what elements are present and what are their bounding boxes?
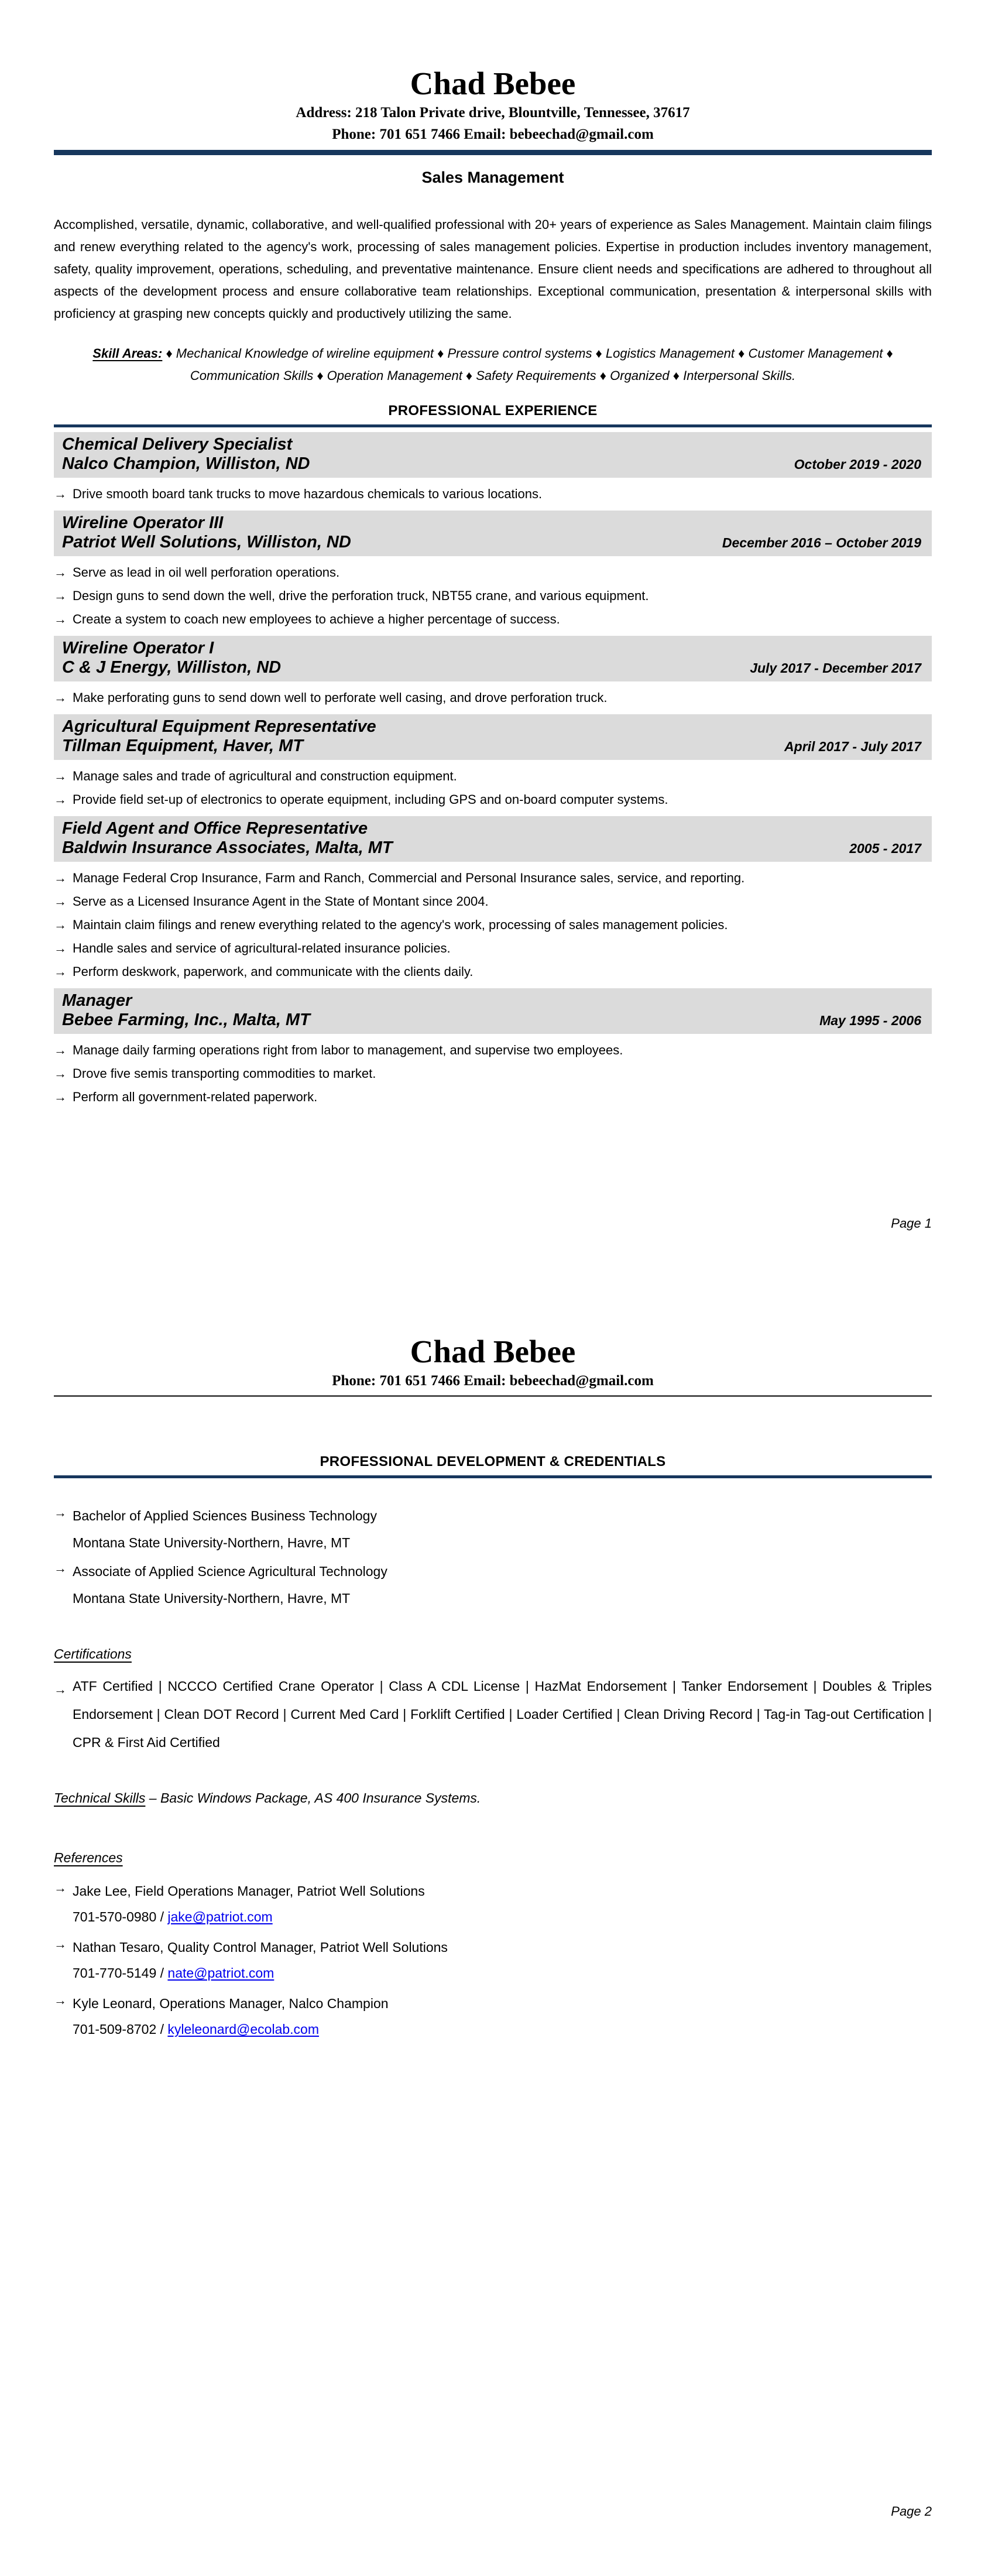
arrow-bullet-icon: → [54,792,67,807]
bullet-item [54,609,932,630]
job-title: Wireline Operator III [62,513,224,532]
bullet-item [54,1063,932,1084]
arrow-bullet-icon: → [54,1066,67,1081]
arrow-bullet-icon: → [54,964,67,979]
arrow-bullet-icon: → [54,894,67,909]
job-bullets [54,766,932,810]
experience-section [54,432,932,1108]
bullet-item [54,562,932,583]
job-title: Chemical Delivery Specialist [62,435,293,454]
bullet-item [54,868,932,889]
bullet-text: Drive smooth board tank trucks to move hazardous chemicals to various locations. [73,487,543,501]
experience-rule [54,424,932,427]
certifications-heading: Certifications [54,1646,132,1662]
page-title: Chad Bebee [410,66,576,101]
development-rule [54,1475,932,1478]
degree-school: Montana State University-Northern, Havre, MT [73,1591,351,1606]
job-bullets [54,687,932,708]
technical-skills-text: – Basic Windows Package, AS 400 Insurance Systems. [145,1790,481,1806]
reference-phone: 701-570-0980 / [73,1909,168,1924]
arrow-bullet-icon: → [54,871,67,885]
reference-item [54,1880,932,1927]
reference-contact [73,2019,932,2040]
bullet-text: Create a system to coach new employees to achieve a higher percentage of success. [73,612,560,626]
bullet-text: Serve as lead in oil well perforation operations. [73,565,340,580]
reference-phone: 701-770-5149 / [73,1965,168,1981]
job-title: Wireline Operator I [62,639,214,657]
job-header [54,511,932,556]
arrow-bullet-icon: → [54,1505,67,1520]
arrow-bullet-icon: → [54,941,67,955]
job-dates: May 1995 - 2006 [819,1013,921,1028]
job-title: Agricultural Equipment Representative [62,717,376,736]
degree-school: Montana State University-Northern, Havre, MT [73,1535,351,1550]
job-entry [54,636,932,708]
reference-item [54,1993,932,2040]
job-bullets [54,484,932,505]
bullet-item [54,1040,932,1061]
reference-contact [73,1906,932,1927]
bullet-text: Manage Federal Crop Insurance, Farm and Ranch, Commercial and Personal Insurance sales, service, and reporting. [73,871,745,885]
job-bullets [54,1040,932,1108]
skill-areas [54,342,932,387]
job-dates: July 2017 - December 2017 [750,660,921,676]
bullet-text: Drove five semis transporting commodities to market. [73,1066,376,1081]
job-company: C & J Energy, Williston, ND [62,658,282,677]
arrow-bullet-icon: → [54,612,67,626]
bullet-text: Serve as a Licensed Insurance Agent in the State of Montant since 2004. [73,894,489,909]
references-heading: References [54,1850,123,1865]
arrow-bullet-icon: → [54,1880,67,1895]
degree-list [54,1505,932,1609]
job-company: Baldwin Insurance Associates, Malta, MT [62,838,393,857]
development-heading: PROFESSIONAL DEVELOPMENT & CREDENTIALS [320,1454,666,1469]
arrow-bullet-icon: → [54,1937,67,1951]
job-entry [54,511,932,630]
bullet-item [54,938,932,959]
arrow-bullet-icon: → [54,565,67,580]
job-company: Tillman Equipment, Haver, MT [62,737,303,755]
phone-email-line: Phone: 701 651 7466 Email: bebeechad@gmail.com [332,1373,654,1389]
reference-item [54,1937,932,1984]
reference-email-link[interactable]: kyleleonard@ecolab.com [167,2022,319,2037]
job-dates: 2005 - 2017 [849,841,921,856]
certifications-text: ATF Certified | NCCCO Certified Crane Operator | Class A CDL License | HazMat Endorsement | Tanker Endorsement | Doubles & Triples Endorsement | Clean DOT Record | Current Med Card | Forklift Certified | Loader Certified | Clean Driving Record | Tag-in Tag-out Certification | CPR & First Aid Certified [73,1678,932,1750]
job-entry [54,988,932,1108]
arrow-bullet-icon: → [54,1993,67,2008]
job-entry [54,816,932,982]
certifications-item [54,1672,932,1756]
job-company: Patriot Well Solutions, Williston, ND [62,533,351,551]
technical-skills [54,1789,932,1807]
skill-areas-label: Skill Areas: [92,346,163,361]
bullet-item [54,484,932,505]
degree-name: Bachelor of Applied Sciences Business Technology [73,1508,377,1523]
bullet-text: Make perforating guns to send down well to perforate well casing, and drove perforation truck. [73,690,608,705]
address-line: Address: 218 Talon Private drive, Blountville, Tennessee, 37617 [296,105,690,121]
job-entry [54,432,932,505]
bullet-text: Perform all government-related paperwork. [73,1090,318,1104]
header-rule-thin [54,1395,932,1397]
phone-email-line: Phone: 701 651 7466 Email: bebeechad@gmail.com [332,126,654,142]
bullet-text: Provide field set-up of electronics to operate equipment, including GPS and on-board computer systems. [73,792,668,807]
bullet-item [54,585,932,607]
arrow-bullet-icon: → [54,1682,67,1697]
bullet-item [54,891,932,912]
arrow-bullet-icon: → [54,588,67,603]
bullet-item [54,1087,932,1108]
references-section [54,1880,932,2040]
reference-email-link[interactable]: jake@patriot.com [167,1909,273,1924]
bullet-item [54,766,932,787]
degree-item [54,1505,932,1553]
arrow-bullet-icon: → [54,1090,67,1104]
job-title: Manager [62,991,132,1010]
job-company: Nalco Champion, Williston, ND [62,454,310,473]
bullet-text: Manage sales and trade of agricultural and construction equipment. [73,769,457,783]
education-section [54,1505,932,1609]
job-header [54,988,932,1034]
reference-phone: 701-509-8702 / [73,2022,168,2037]
reference-line: Jake Lee, Field Operations Manager, Patriot Well Solutions [73,1883,425,1899]
arrow-bullet-icon: → [54,917,67,932]
reference-email-link[interactable]: nate@patriot.com [167,1965,275,1981]
technical-skills-label: Technical Skills [54,1790,146,1806]
header-rule [54,150,932,155]
reference-line: Kyle Leonard, Operations Manager, Nalco Champion [73,1996,389,2011]
page-number: Page 2 [891,2504,932,2519]
degree-name: Associate of Applied Science Agricultural Technology [73,1564,387,1579]
reference-line: Nathan Tesaro, Quality Control Manager, Patriot Well Solutions [73,1940,448,1955]
job-bullets [54,562,932,630]
bullet-text: Design guns to send down the well, drive the perforation truck, NBT55 crane, and various equipment. [73,588,649,603]
bullet-text: Manage daily farming operations right from labor to management, and supervise two employees. [73,1043,623,1057]
job-bullets [54,868,932,982]
job-title: Field Agent and Office Representative [62,819,368,838]
bullet-item [54,789,932,810]
bullet-item [54,914,932,936]
reference-contact [73,1962,932,1984]
job-dates: October 2019 - 2020 [794,457,921,472]
bullet-item [54,961,932,982]
role-title: Sales Management [421,169,564,186]
job-dates: April 2017 - July 2017 [784,739,921,754]
bullet-item [54,687,932,708]
bullet-text: Maintain claim filings and renew everything related to the agency's work, processing of sales management policies. [73,917,728,932]
summary-paragraph: Accomplished, versatile, dynamic, collaborative, and well-qualified professional with 20+ years of experience as Sales Management. Maintain claim filings and renew everything related to the agency's work, processing of sales management policies. Expertise in production includes inventory management, safety, quality improvement, operations, scheduling, and preventative maintenance. Ensure client needs and specifications are adhered to throughout all aspects of the development process and ensure collaborative team relationships. Exceptional communication, presentation & interpersonal skills with proficiency at grasping new concepts quickly and productively utilizing the same. [54,217,932,321]
skill-areas-text: ♦ Mechanical Knowledge of wireline equipment ♦ Pressure control systems ♦ Logistics Management ♦ Customer Management ♦ Communication Skills ♦ Operation Management ♦ Safety Requirements ♦ Organized ♦ Interpersonal Skills. [162,346,893,383]
arrow-bullet-icon: → [54,487,67,501]
job-entry [54,714,932,810]
bullet-text: Perform deskwork, paperwork, and communicate with the clients daily. [73,964,474,979]
job-dates: December 2016 – October 2019 [722,535,921,550]
resume-page-2 [0,1288,995,2576]
job-header [54,714,932,760]
job-company: Bebee Farming, Inc., Malta, MT [62,1010,310,1029]
arrow-bullet-icon: → [54,769,67,783]
arrow-bullet-icon: → [54,1043,67,1057]
arrow-bullet-icon: → [54,690,67,705]
arrow-bullet-icon: → [54,1561,67,1575]
page-title: Chad Bebee [410,1334,576,1369]
job-header [54,636,932,681]
page-number: Page 1 [891,1216,932,1231]
job-header [54,432,932,478]
experience-heading: PROFESSIONAL EXPERIENCE [388,403,598,419]
degree-item [54,1561,932,1609]
bullet-text: Handle sales and service of agricultural-related insurance policies. [73,941,451,955]
job-header [54,816,932,862]
reference-list [54,1880,932,2040]
